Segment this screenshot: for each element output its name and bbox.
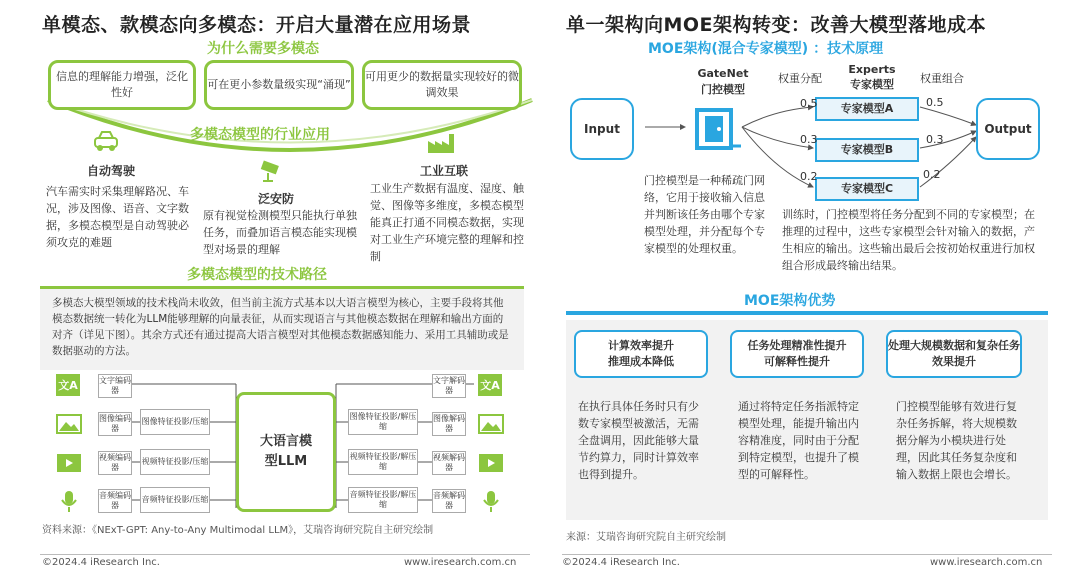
factory-icon (426, 130, 458, 156)
train-description: 训练时，门控模型将任务分配到不同的专家模型；在推理的过程中，这些专家模型会针对输入的数据，产生相应的输出。这些输出最后会按初始权重进行加权组合形成最终输出结果。 (782, 208, 1035, 272)
right-copyright: ©2024.4 iResearch Inc. (562, 557, 680, 568)
image-output-icon (478, 413, 504, 435)
industry-name-industrial: 工业互联 (420, 164, 469, 178)
video-projection: 视频特征投影/压缩 (140, 449, 210, 475)
experts-label: Experts 专家模型 (848, 63, 896, 91)
in-weight-b: 0.3 (800, 133, 818, 146)
image-projection: 图像特征投影/压缩 (140, 409, 210, 435)
industry-text-security: 原有视觉检测模型只能执行单独任务，而叠加语言模态能实现模型对场景的理解 (203, 209, 357, 256)
industry-heading: 多模态模型的行业应用 (190, 127, 330, 143)
weight-comb-label: 权重组合 (920, 72, 964, 85)
camera-icon (258, 158, 286, 184)
industry-text-industrial: 工业生产数据有温度、湿度、触觉、图像等多维度，多模态模型能真正打通不同模态数据，实现对工业生产环境完整的理解和控制 (370, 182, 524, 263)
expert-a: 专家模型A (815, 97, 919, 121)
right-source: 来源：艾瑞咨询研究院自主研究绘制 (566, 532, 726, 543)
industry-name-security: 泛安防 (258, 192, 295, 206)
why-heading: 为什么需要多模态 (207, 41, 319, 57)
left-title: 单模态、款模态向多模态：开启大量潜在应用场景 (42, 14, 472, 36)
audio-projection: 音频特征投影/压缩 (140, 487, 210, 513)
input-node: Input (570, 98, 634, 160)
tech-text: 多模态大模型领域的技术栈尚未收敛，但当前主流方式基本以大语言模型为核心，主要手段将其他模态数据统一转化为LLM能够理解的向量表征，从而实现语言与其他模态数据在理解和输出方面的对齐（详见下图）。其余方式还有通过提高大语言模型对其他模态数据感知能力、采用工具辅助或是数据驱动的方法。 (52, 297, 509, 357)
llm-center-label: 大语言模型LLM (259, 434, 312, 469)
reason-box-1: 信息的理解能力增强，泛化性好 (48, 60, 196, 110)
gatenet-label: GateNet 门控模型 (697, 67, 749, 96)
right-url: www.iresearch.com.cn (930, 557, 1043, 568)
image-input-icon (56, 413, 82, 435)
video-out-projection: 视频特征投影/解压缩 (348, 449, 418, 475)
advantage-title-1: 计算效率提升 推理成本降低 (574, 330, 708, 378)
left-url: www.iresearch.com.cn (404, 557, 517, 568)
in-weight-a: 0.5 (800, 97, 818, 110)
advantage-text-1: 在执行具体任务时只有少数专家模型被激活，无需全盘调用，因此能够大量节约算力，同时计算效率也得到提升。 (578, 400, 699, 481)
left-footer-line (40, 554, 530, 555)
text-input-icon: 文A (56, 374, 80, 396)
image-out-projection: 图像特征投影/解压缩 (348, 409, 418, 435)
right-title: 单一架构向MOE架构转变：改善大模型落地成本 (566, 14, 987, 36)
advantages-bar (566, 311, 1048, 315)
weight-dist-label: 权重分配 (778, 72, 822, 85)
left-copyright: ©2024.4 iResearch Inc. (42, 557, 160, 568)
video-output-icon (478, 452, 504, 474)
text-output-icon: 文A (478, 374, 502, 396)
advantage-text-3: 门控模型能够有效进行复杂任务拆解，将大规模数据分解为小模块进行处理，因此其任务复杂度和输入数据上限也会增长。 (896, 400, 1017, 481)
audio-decoder: 音频解码器 (432, 489, 466, 513)
reason-box-2: 可在更小参数量级实现“涌现” (204, 60, 354, 110)
out-weight-c: 0.2 (923, 168, 941, 181)
video-encoder: 视频编码器 (98, 451, 132, 475)
llm-center-box (236, 392, 336, 512)
audio-out-projection: 音频特征投影/解压缩 (348, 487, 418, 513)
advantage-title-2: 任务处理精准性提升 可解释性提升 (730, 330, 864, 378)
out-weight-a: 0.5 (926, 96, 944, 109)
video-input-icon (56, 452, 82, 474)
audio-output-icon (480, 490, 502, 514)
audio-encoder: 音频编码器 (98, 489, 132, 513)
reason-box-3: 可用更少的数据量实现较好的微调效果 (362, 60, 522, 110)
car-icon (92, 128, 120, 154)
expert-b: 专家模型B (815, 138, 919, 162)
output-node: Output (976, 98, 1040, 160)
image-encoder: 图像编码器 (98, 412, 132, 436)
in-weight-c: 0.2 (800, 170, 818, 183)
advantages-heading: MOE架构优势 (744, 293, 836, 309)
left-source: 资料来源：《NExT-GPT: Any-to-Any Multimodal LLM》，艾瑞咨询研究院自主研究绘制 (42, 525, 434, 536)
image-decoder: 图像解码器 (432, 412, 466, 436)
advantage-text-2: 通过将特定任务指派特定模型处理，能提升输出内容精准度，同时由于分配到特定模型，也提升了模型的可解释性。 (738, 400, 859, 481)
tech-text-box (40, 286, 524, 370)
industry-text-autodrive: 汽车需实时采集理解路况、车况，涉及图像、语音、文字数据，多模态模型是自动驾驶必须攻克的难题 (46, 185, 189, 249)
out-weight-b: 0.3 (926, 133, 944, 146)
principle-heading: MOE架构(混合专家模型) ：技术原理 (648, 41, 884, 57)
audio-input-icon (58, 490, 80, 514)
text-decoder: 文字解码器 (432, 374, 466, 398)
gate-description: 门控模型是一种稀疏门网络，它用于接收输入信息并判断该任务由哪个专家模型处理，并分配每个专家模型的处理权重。 (644, 174, 765, 255)
text-encoder: 文字编码器 (98, 374, 132, 398)
advantage-title-3: 处理大规模数据和复杂任务效果提升 (886, 330, 1022, 378)
tech-heading: 多模态模型的技术路径 (187, 267, 327, 283)
right-footer-line (562, 554, 1052, 555)
video-decoder: 视频解码器 (432, 451, 466, 475)
gate-door-icon (693, 106, 743, 152)
expert-c: 专家模型C (815, 177, 919, 201)
industry-name-autodrive: 自动驾驶 (87, 164, 136, 178)
